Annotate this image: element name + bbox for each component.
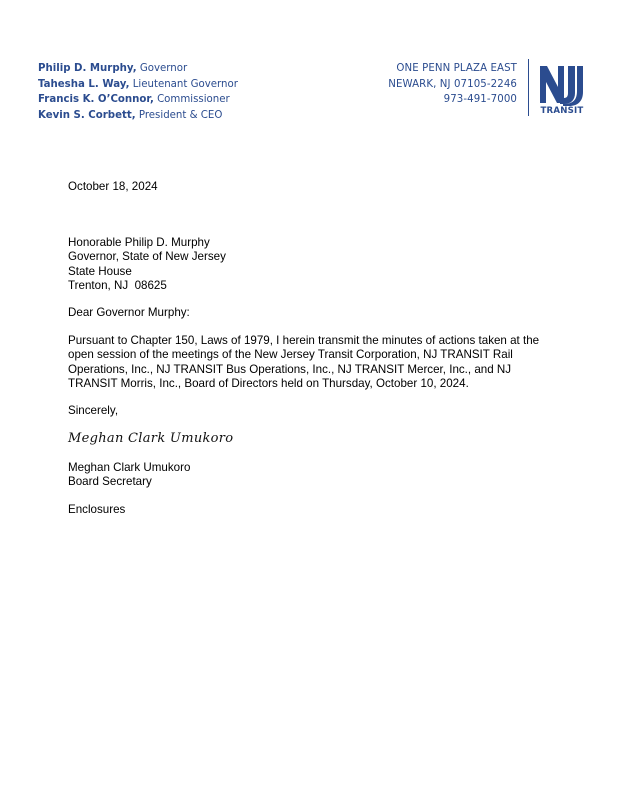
official-name: Philip D. Murphy, — [38, 63, 137, 74]
signer-name: Meghan Clark Umukoro — [68, 461, 191, 474]
salutation: Dear Governor Murphy: — [68, 306, 190, 319]
address-line-2: NEWARK, NJ 07105-2246 — [388, 78, 517, 90]
letterhead-address — [388, 61, 517, 108]
official-title: President & CEO — [135, 109, 223, 121]
closing: Sincerely, — [68, 404, 119, 417]
address-line-1: ONE PENN PLAZA EAST — [396, 63, 517, 74]
letter-date: October 18, 2024 — [68, 180, 158, 193]
signer-title: Board Secretary — [68, 475, 152, 489]
logo-wordmark: TRANSIT — [540, 106, 584, 116]
nj-transit-logo-icon — [538, 63, 586, 107]
official-line — [38, 61, 238, 77]
official-line — [38, 108, 238, 124]
letterhead-officials — [38, 61, 238, 123]
signer-block — [68, 461, 548, 490]
recipient-address — [68, 236, 548, 294]
official-line — [38, 77, 238, 93]
recipient-line: Trenton, NJ 08625 — [68, 279, 167, 293]
phone-number: 973-491-7000 — [443, 94, 517, 106]
enclosures-note: Enclosures — [68, 503, 126, 516]
letterhead-divider — [528, 59, 529, 116]
official-name: Kevin S. Corbett, — [38, 109, 136, 121]
official-line — [38, 92, 238, 108]
handwritten-signature: Meghan Clark Umukoro — [68, 431, 234, 446]
official-title: Governor — [136, 63, 188, 74]
recipient-line: Governor, State of New Jersey — [68, 250, 226, 264]
official-name: Francis K. O’Connor, — [38, 94, 154, 106]
official-title: Lieutenant Governor — [129, 78, 238, 90]
recipient-line: Honorable Philip D. Murphy — [68, 236, 210, 249]
official-title: Commissioner — [153, 94, 230, 106]
letter-body: Pursuant to Chapter 150, Laws of 1979, I herein transmit the minutes of actions taken at the open session of the meetings of the New Jersey Transit Corporation, NJ TRANSIT Rail Operations, Inc., NJ TRANSIT Bus Operations, Inc., NJ TRANSIT Mercer, Inc., and NJ TRANSIT Morris, Inc., Board of Directors held on Thursday, October 10, 2024. — [68, 334, 540, 391]
official-name: Tahesha L. Way, — [38, 78, 130, 90]
recipient-line: State House — [68, 264, 132, 278]
